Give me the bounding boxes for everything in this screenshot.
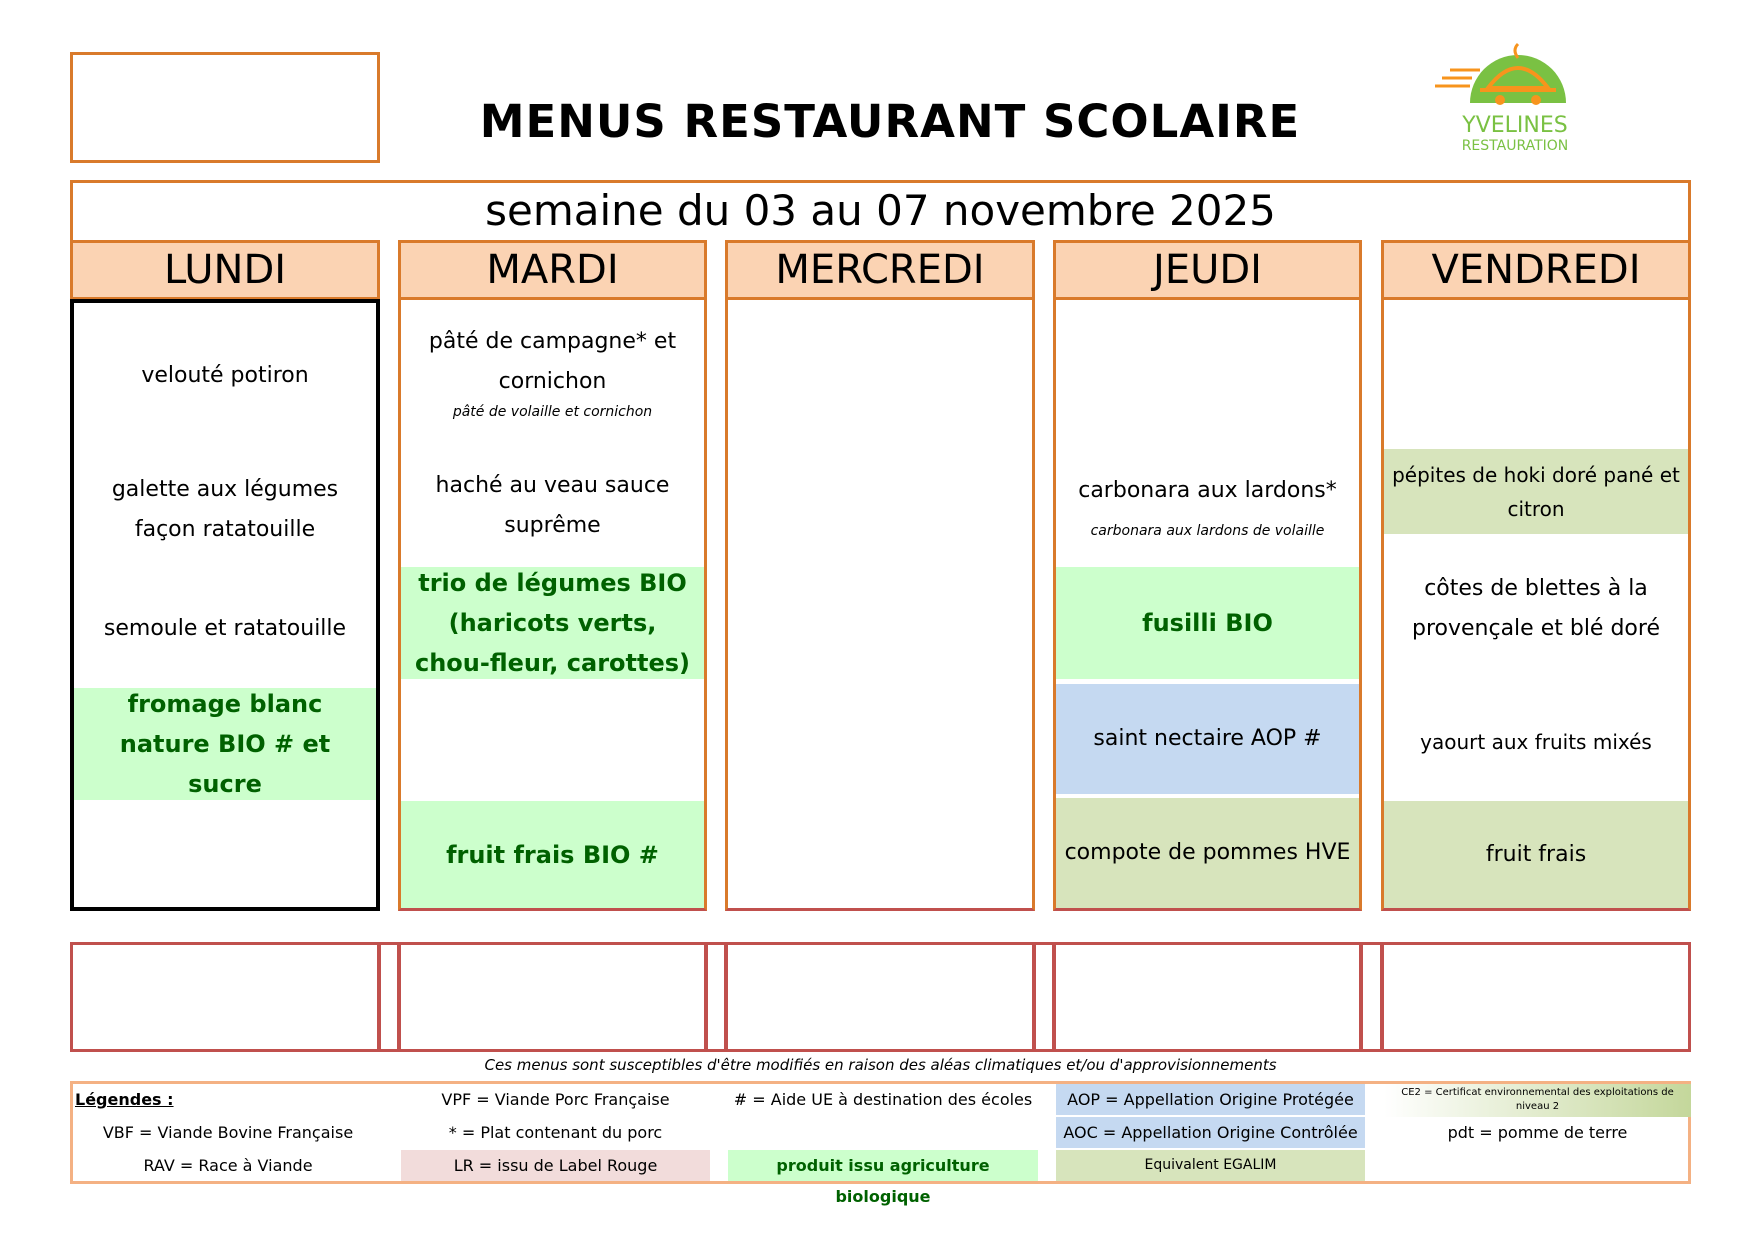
legend-vpf: VPF = Viande Porc Française — [441, 1090, 670, 1109]
legend-aoc: AOC = Appellation Origine Contrôlée — [1056, 1117, 1365, 1148]
extra-cell-mardi — [398, 942, 707, 1052]
extra-spacer — [1360, 942, 1383, 1052]
dish-name: pâté de campagne* et cornichon — [428, 328, 677, 394]
dish-name: velouté potiron — [141, 362, 309, 388]
legend-egalim: Equivalent EGALIM — [1056, 1150, 1365, 1181]
extra-cell-mercredi — [725, 942, 1035, 1052]
blank-info-box — [70, 52, 380, 163]
menu-plat — [1384, 449, 1688, 534]
dish-name: trio de légumes BIO (haricots verts, chou-fleur, carottes) — [414, 569, 690, 677]
menu-entree — [74, 303, 376, 448]
menu-dessert — [1384, 801, 1688, 908]
menu-laitage — [401, 683, 704, 799]
legend-porc: * = Plat contenant du porc — [448, 1123, 663, 1142]
dish-name: galette aux légumes façon ratatouille — [111, 476, 339, 542]
day-header-jeudi: JEUDI — [1053, 240, 1362, 300]
extra-spacer — [378, 942, 400, 1052]
dish-name: haché au veau sauce suprême — [435, 472, 670, 538]
dish-name: fruit frais BIO # — [446, 840, 659, 869]
menu-plat — [1056, 444, 1359, 567]
menu-accompagnement — [1056, 567, 1359, 679]
extra-spacer — [705, 942, 727, 1052]
menu-accompagnement — [1384, 534, 1688, 684]
menu-plat — [74, 448, 376, 571]
page-title: MENUS RESTAURANT SCOLAIRE — [479, 95, 1301, 148]
dish-name: compote de pommes HVE — [1064, 840, 1351, 865]
extra-spacer — [1033, 942, 1055, 1052]
menu-accompagnement — [74, 571, 376, 687]
legend-bio: produit issu agriculture biologique — [728, 1150, 1038, 1181]
menu-laitage — [1056, 684, 1359, 794]
menu-laitage — [74, 688, 376, 800]
extra-cell-jeudi — [1053, 942, 1362, 1052]
menu-accompagnement — [728, 567, 1032, 683]
legend-rav: RAV = Race à Viande — [143, 1156, 313, 1175]
menu-dessert — [728, 799, 1032, 908]
dish-alternative: pâté de volaille et cornichon — [452, 403, 653, 420]
week-label: semaine du 03 au 07 novembre 2025 — [485, 186, 1276, 235]
menu-entree — [1384, 299, 1688, 449]
day-column-mardi — [398, 299, 707, 911]
dish-name: carbonara aux lardons* — [1078, 477, 1337, 503]
day-header-mercredi: MERCREDI — [725, 240, 1035, 300]
menu-plat — [401, 444, 704, 567]
menu-entree — [1056, 299, 1359, 444]
day-header-vendredi: VENDREDI — [1381, 240, 1691, 300]
legend-pdt: pdt = pomme de terre — [1447, 1123, 1628, 1142]
extra-cell-vendredi — [1381, 942, 1691, 1052]
day-column-vendredi — [1381, 299, 1691, 911]
legend-box — [70, 1081, 1691, 1206]
menu-dessert — [74, 803, 376, 907]
day-header-lundi: LUNDI — [70, 240, 380, 300]
extra-cell-lundi — [70, 942, 380, 1052]
menu-dessert — [1056, 798, 1359, 908]
food-cart-cloche-icon — [1430, 38, 1600, 158]
menu-entree — [728, 299, 1032, 444]
dish-name: saint nectaire AOP # — [1093, 726, 1322, 751]
day-column-mercredi — [725, 299, 1035, 911]
dish-name: fusilli BIO — [1142, 609, 1273, 637]
legend-label-rouge: LR = issu de Label Rouge — [401, 1150, 710, 1181]
yvelines-restauration-logo — [1430, 38, 1600, 158]
dish-name: pépites de hoki doré pané et citron — [1392, 462, 1680, 521]
menu-plat — [728, 444, 1032, 567]
menu-accompagnement — [401, 567, 704, 679]
legend-vbf: VBF = Viande Bovine Française — [102, 1123, 354, 1142]
menu-entree — [401, 299, 704, 444]
menu-laitage — [1384, 684, 1688, 799]
day-header-mardi: MARDI — [398, 240, 707, 300]
dish-name: semoule et ratatouille — [103, 616, 347, 641]
menu-laitage — [728, 683, 1032, 799]
legend-title: Légendes : — [75, 1090, 174, 1109]
dish-name: yaourt aux fruits mixés — [1420, 729, 1652, 754]
legend-aide-ue: # = Aide UE à destination des écoles — [733, 1090, 1033, 1109]
dish-name: fromage blanc nature BIO # et sucre — [119, 690, 331, 798]
menu-dessert — [401, 801, 704, 908]
legend-aop: AOP = Appellation Origine Protégée — [1056, 1084, 1365, 1115]
dish-name: fruit frais — [1485, 841, 1587, 867]
dish-name: côtes de blettes à la provençale et blé doré — [1412, 576, 1660, 641]
logo-text-restauration: RESTAURATION — [1461, 138, 1569, 154]
day-column-lundi — [70, 299, 380, 911]
dish-alternative: carbonara aux lardons de volaille — [1090, 522, 1325, 539]
day-column-jeudi — [1053, 299, 1362, 911]
legend-ce2: CE2 = Certificat environnemental des exploitations de niveau 2 — [1384, 1084, 1691, 1117]
disclaimer-text: Ces menus sont susceptibles d'être modifiés en raison des aléas climatiques et/ou d'approvisionnements — [484, 1056, 1277, 1074]
logo-text-yvelines: YVELINES — [1462, 113, 1568, 138]
